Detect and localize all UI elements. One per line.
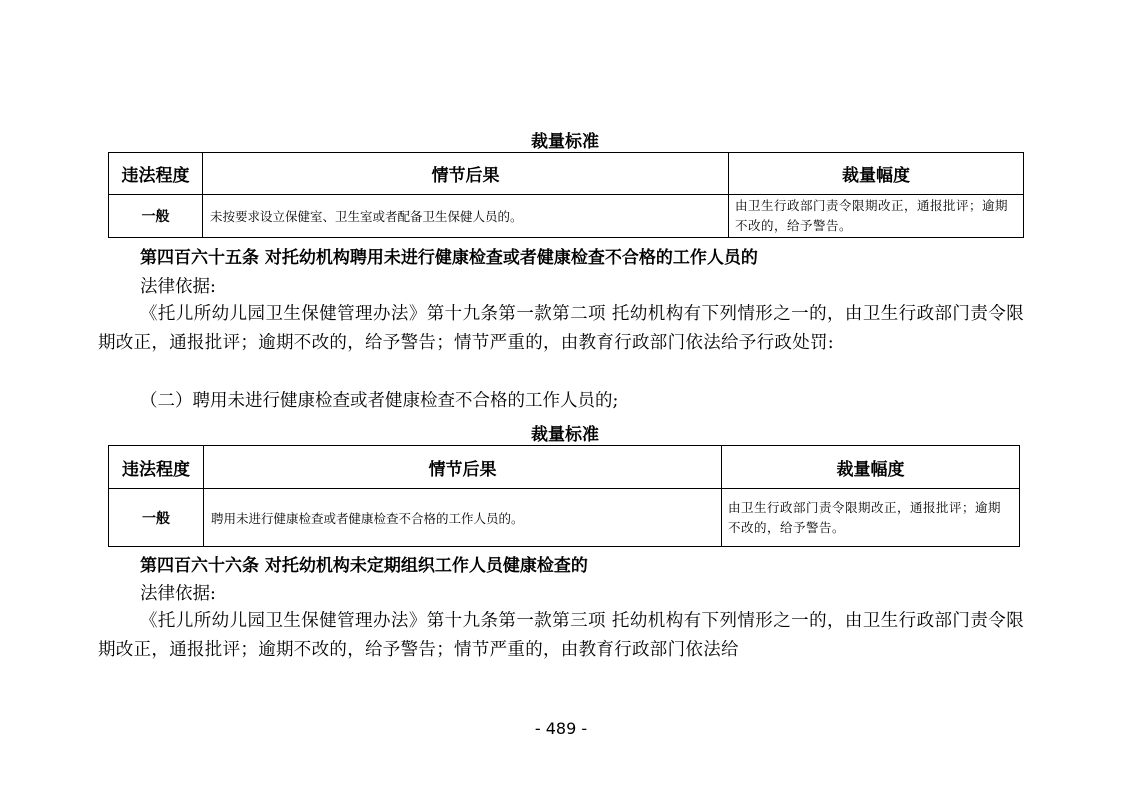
legal-basis-label-466: 法律依据: <box>140 584 216 604</box>
table-header-row <box>109 446 1020 489</box>
header-level: 违法程度 <box>109 446 204 489</box>
table-row <box>109 195 1024 238</box>
table-caption-1: 裁量标准 <box>531 132 599 152</box>
table-header-row <box>109 153 1024 195</box>
discretion-table-1 <box>108 152 1024 238</box>
cell-consequence: 聘用未进行健康检查或者健康检查不合格的工作人员的。 <box>204 489 722 547</box>
header-penalty: 裁量幅度 <box>722 446 1020 489</box>
legal-basis-label-465: 法律依据: <box>140 277 216 297</box>
legal-basis-paragraph-465: 《托儿所幼儿园卫生保健管理办法》第十九条第一款第二项 托幼机构有下列情形之一的，由卫生行政部门责令限期改正，通报批评；逾期不改的，给予警告；情节严重的，由教育行政部门依法给予行政处罚: <box>98 304 1024 353</box>
header-penalty: 裁量幅度 <box>729 153 1024 195</box>
cell-level: 一般 <box>109 195 203 238</box>
article-466-title: 第四百六十六条 对托幼机构未定期组织工作人员健康检查的 <box>140 556 588 576</box>
cell-penalty: 由卫生行政部门责令限期改正，通报批评；逾期不改的，给予警告。 <box>722 489 1020 547</box>
cell-penalty: 由卫生行政部门责令限期改正，通报批评；逾期不改的，给予警告。 <box>729 195 1024 238</box>
table-caption-2: 裁量标准 <box>531 425 599 445</box>
article-465-item: （二）聘用未进行健康检查或者健康检查不合格的工作人员的; <box>140 391 619 411</box>
legal-basis-paragraph-466: 《托儿所幼儿园卫生保健管理办法》第十九条第一款第三项 托幼机构有下列情形之一的，由卫生行政部门责令限期改正，通报批评；逾期不改的，给予警告；情节严重的，由教育行政部门依法给 <box>98 611 1024 660</box>
article-465-title: 第四百六十五条 对托幼机构聘用未进行健康检查或者健康检查不合格的工作人员的 <box>140 248 758 268</box>
cell-consequence: 未按要求设立保健室、卫生室或者配备卫生保健人员的。 <box>203 195 729 238</box>
page-number: - 489 - <box>534 719 588 738</box>
cell-level: 一般 <box>109 489 204 547</box>
header-level: 违法程度 <box>109 153 203 195</box>
header-consequence: 情节后果 <box>203 153 729 195</box>
header-consequence: 情节后果 <box>204 446 722 489</box>
table-row <box>109 489 1020 547</box>
discretion-table-2 <box>108 445 1020 547</box>
